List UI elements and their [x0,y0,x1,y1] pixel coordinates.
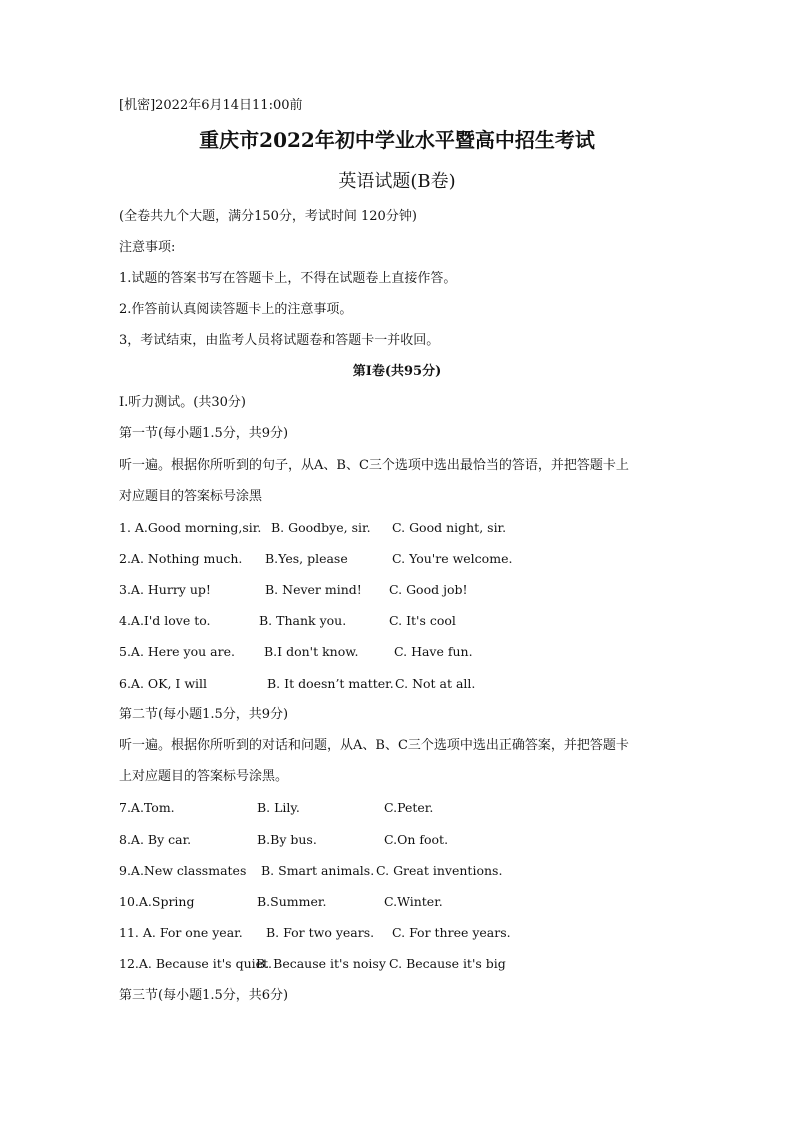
section-one-instruction: 对应题目的答案标号涂黑 [119,489,263,504]
option-a: 11. A. For one year. [119,925,243,940]
part-one-title: 第I卷(共95分) [352,364,442,379]
notice-item: 2.作答前认真阅读答题卡上的注意事项。 [119,302,353,317]
option-b: B.Summer. [257,894,327,909]
option-c: C. Great inventions. [376,863,503,878]
option-a: 6.A. OK, I will [119,676,208,691]
section-one-heading: 第一节(每小题1.5分，共9分) [119,426,289,441]
option-b: B.Yes, please [265,551,348,566]
option-a: 10.A.Spring [119,894,195,909]
option-a: 5.A. Here you are. [119,644,235,659]
option-a: 7.A.Tom. [119,800,175,815]
listening-heading: I.听力测试。(共30分) [119,395,246,410]
section-two-instruction: 上对应题目的答案标号涂黑。 [119,769,289,784]
option-c: C.On foot. [384,832,449,847]
option-c: C. Because it's big [389,956,506,971]
option-b: B.I don't know. [264,644,359,659]
option-c: C. It's cool [389,613,456,628]
notice-heading: 注意事项: [119,240,176,255]
option-c: C. Not at all. [395,676,476,691]
option-b: B.By bus. [257,832,317,847]
section-two-instruction: 听一遍。根据你所听到的对话和问题，从A、B、C三个选项中选出正确答案，并把答题卡 [119,738,629,753]
section-three-heading: 第三节(每小题1.5分，共6分) [119,988,289,1003]
option-b: B. Never mind! [265,582,362,597]
section-two-heading: 第二节(每小题1.5分，共9分) [119,707,289,722]
option-b: B. Because it's noisy [256,956,386,971]
notice-item: 3，考试结束，由监考人员将试题卷和答题卡一并收回。 [119,333,440,348]
option-a: 9.A.New classmates [119,863,247,878]
option-c: C. You're welcome. [392,551,513,566]
option-a: 4.A.I'd love to. [119,613,211,628]
option-a: 3.A. Hurry up! [119,582,211,597]
exam-title: 重庆市2022年初中学业水平暨高中招生考试 [199,128,595,152]
option-c: C. Good night, sir. [392,520,507,535]
option-a: 2.A. Nothing much. [119,551,243,566]
option-a: 1. A.Good morning,sir. [119,520,262,535]
option-c: C. Good job! [389,582,468,597]
exam-subtitle: 英语试题(B卷) [338,171,456,192]
option-c: C.Winter. [384,894,443,909]
option-b: B. Thank you. [259,613,347,628]
option-b: B. Lily. [257,800,300,815]
section-one-instruction: 听一遍。根据你所听到的句子，从A、B、C三个选项中选出最恰当的答语，并把答题卡上 [119,458,629,473]
option-b: B. It doesn’t matter. [267,676,394,691]
option-b: B. For two years. [266,925,375,940]
option-b: B. Goodbye, sir. [271,520,371,535]
option-a: 8.A. By car. [119,832,192,847]
confidential-line: [机密]2022年6月14日11:00前 [119,98,303,113]
option-c: C.Peter. [384,800,434,815]
option-c: C. Have fun. [394,644,473,659]
option-a: 12.A. Because it's quiet. [119,956,273,971]
notice-item: 1.试题的答案书写在答题卡上，不得在试题卷上直接作答。 [119,271,457,286]
option-c: C. For three years. [392,925,511,940]
option-b: B. Smart animals. [261,863,375,878]
exam-note: (全卷共九个大题，满分150分，考试时间 120分钟) [119,209,417,224]
